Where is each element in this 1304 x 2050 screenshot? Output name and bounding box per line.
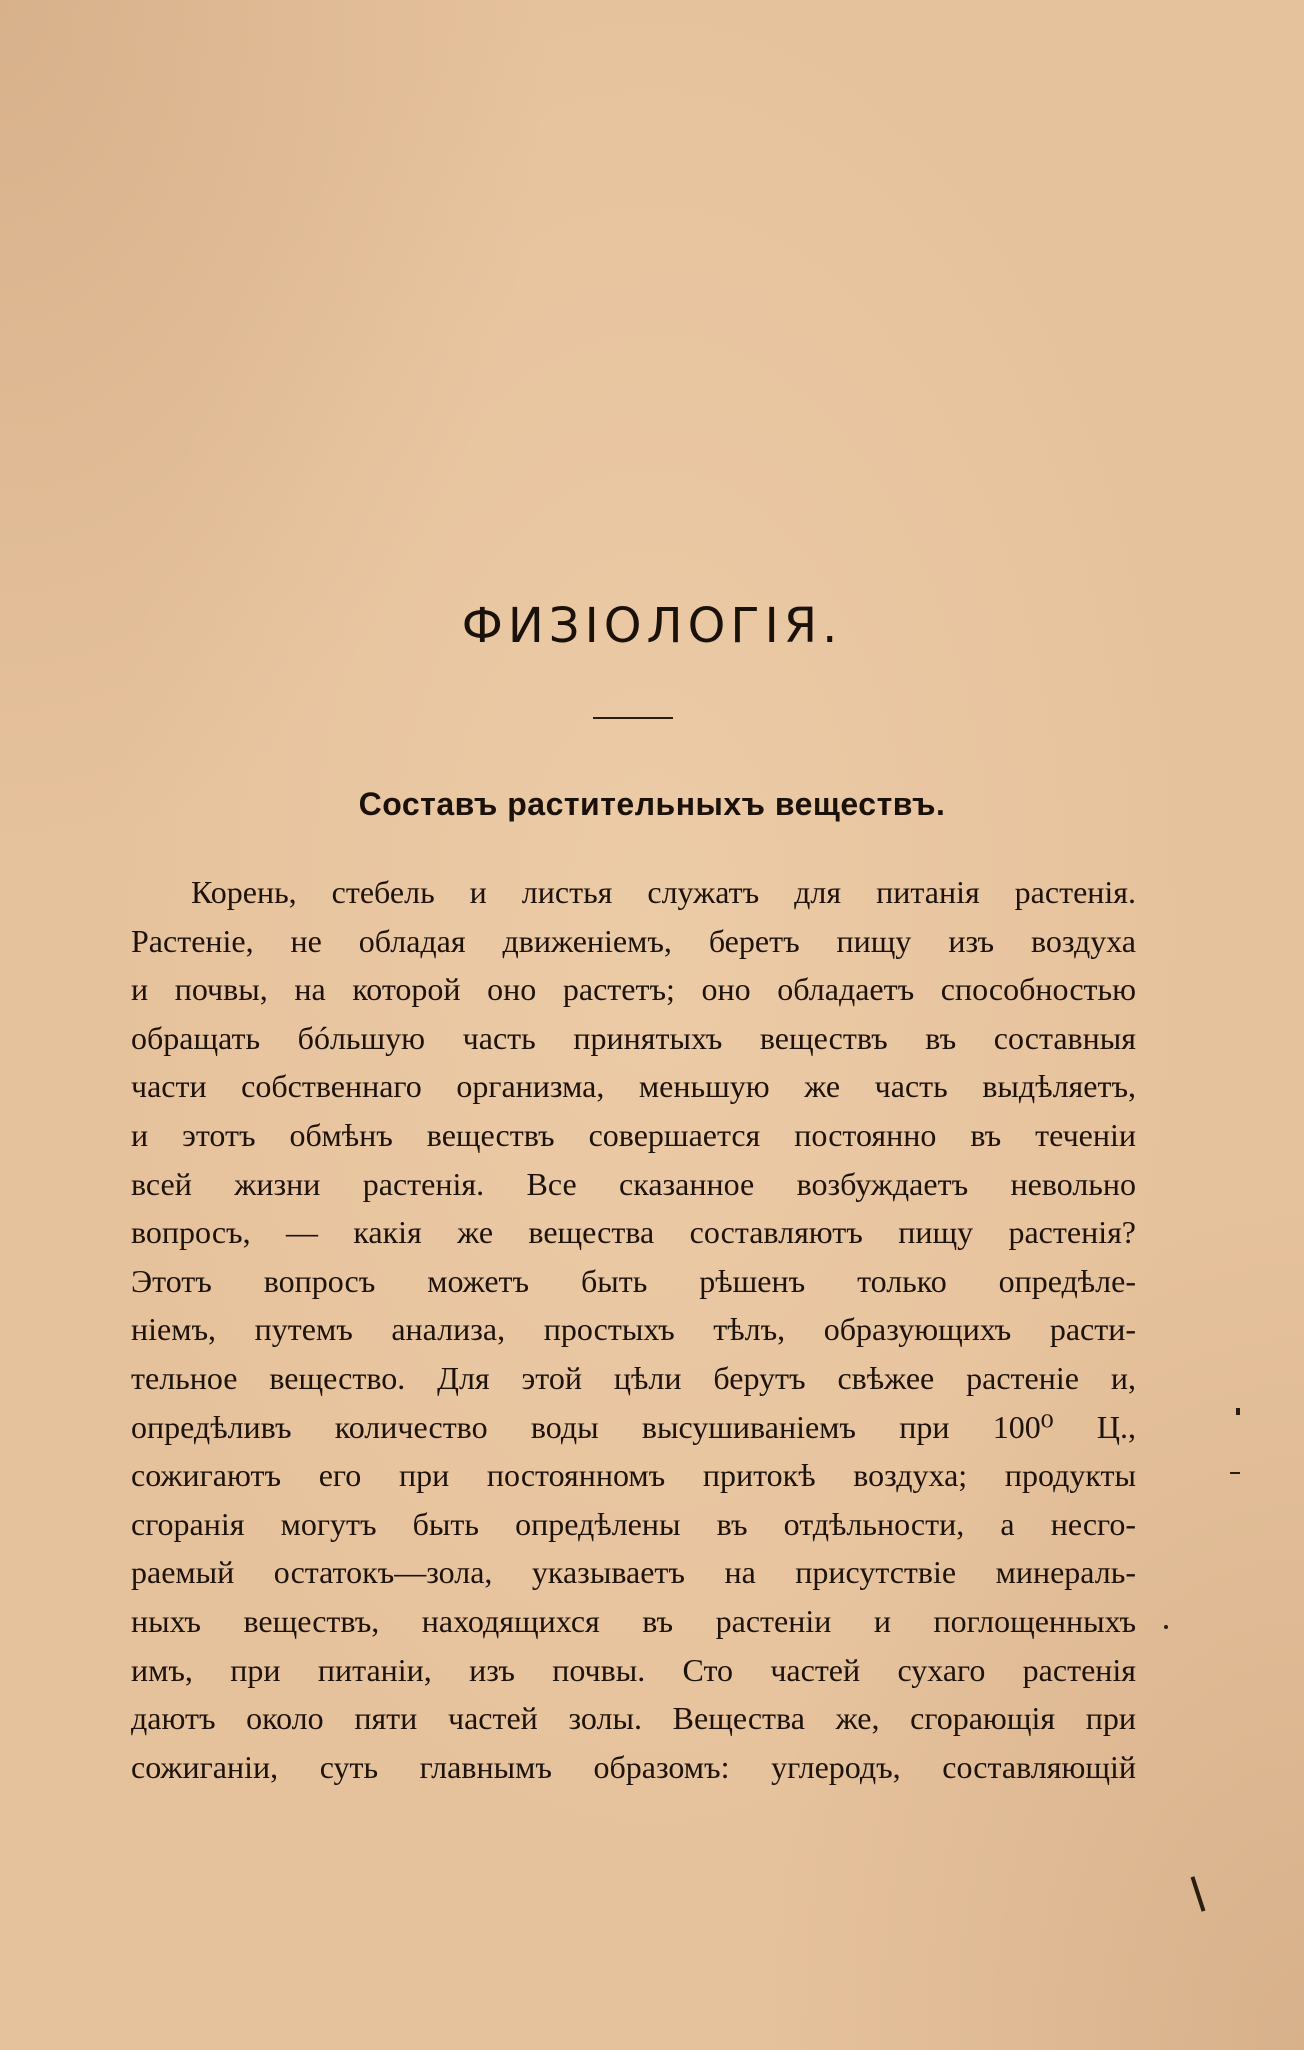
text-line: даютъ около пяти частей золы. Вещества же, сгорающія при xyxy=(131,1700,1136,1737)
text-line: опредѣливъ количество воды высушиваніемъ при 100⁰ Ц., xyxy=(131,1408,1136,1445)
text-line: Этотъ вопросъ можетъ быть рѣшенъ только опредѣле- xyxy=(131,1262,1136,1299)
ink-speck xyxy=(1236,1408,1240,1415)
text-line: сожиганіи, суть главнымъ образомъ: углеродъ, составляющій xyxy=(131,1748,1136,1785)
text-line: сожигаютъ его при постоянномъ притокѣ воздуха; продукты xyxy=(131,1457,1136,1494)
section-heading: Составъ растительныхъ веществъ. xyxy=(358,786,946,822)
ink-speck xyxy=(1230,1472,1240,1474)
text-line: всей жизни растенія. Все сказанное возбуждаетъ невольно xyxy=(131,1165,1136,1202)
text-line: ніемъ, путемъ анализа, простыхъ тѣлъ, образующихъ расти- xyxy=(131,1311,1136,1348)
text-line: раемый остатокъ—зола, указываетъ на присутствіе минераль- xyxy=(131,1554,1136,1591)
text-line: тельное вещество. Для этой цѣли берутъ свѣжее растеніе и, xyxy=(131,1359,1136,1396)
text-line: вопросъ, — какія же вещества составляютъ пищу растенія? xyxy=(131,1214,1136,1251)
text-line: сгоранія могутъ быть опредѣлены въ отдѣльности, а несго- xyxy=(131,1505,1136,1542)
page-title: ФИЗІОЛОГІЯ. xyxy=(461,598,843,654)
ink-speck xyxy=(1191,1876,1206,1911)
ink-speck xyxy=(1164,1625,1168,1629)
text-line: части собственнаго организма, меньшую же часть выдѣляетъ, xyxy=(131,1068,1136,1105)
text-line: Корень, стебель и листья служатъ для питанія растенія. xyxy=(191,874,1136,910)
text-line: и этотъ обмѣнъ веществъ совершается постоянно въ теченіи xyxy=(131,1116,1136,1153)
title-divider xyxy=(593,717,673,719)
text-line: ныхъ веществъ, находящихся въ растеніи и поглощенныхъ xyxy=(131,1602,1136,1639)
text-line: обращать бóльшую часть принятыхъ веществъ въ составныя xyxy=(131,1019,1136,1056)
text-line: имъ, при питаніи, изъ почвы. Сто частей сухаго растенія xyxy=(131,1651,1136,1688)
body-text xyxy=(131,868,1136,1791)
text-line: и почвы, на которой оно растетъ; оно обладаетъ способностью xyxy=(131,971,1136,1008)
text-line: Растеніе, не обладая движеніемъ, беретъ пищу изъ воздуха xyxy=(131,922,1136,959)
